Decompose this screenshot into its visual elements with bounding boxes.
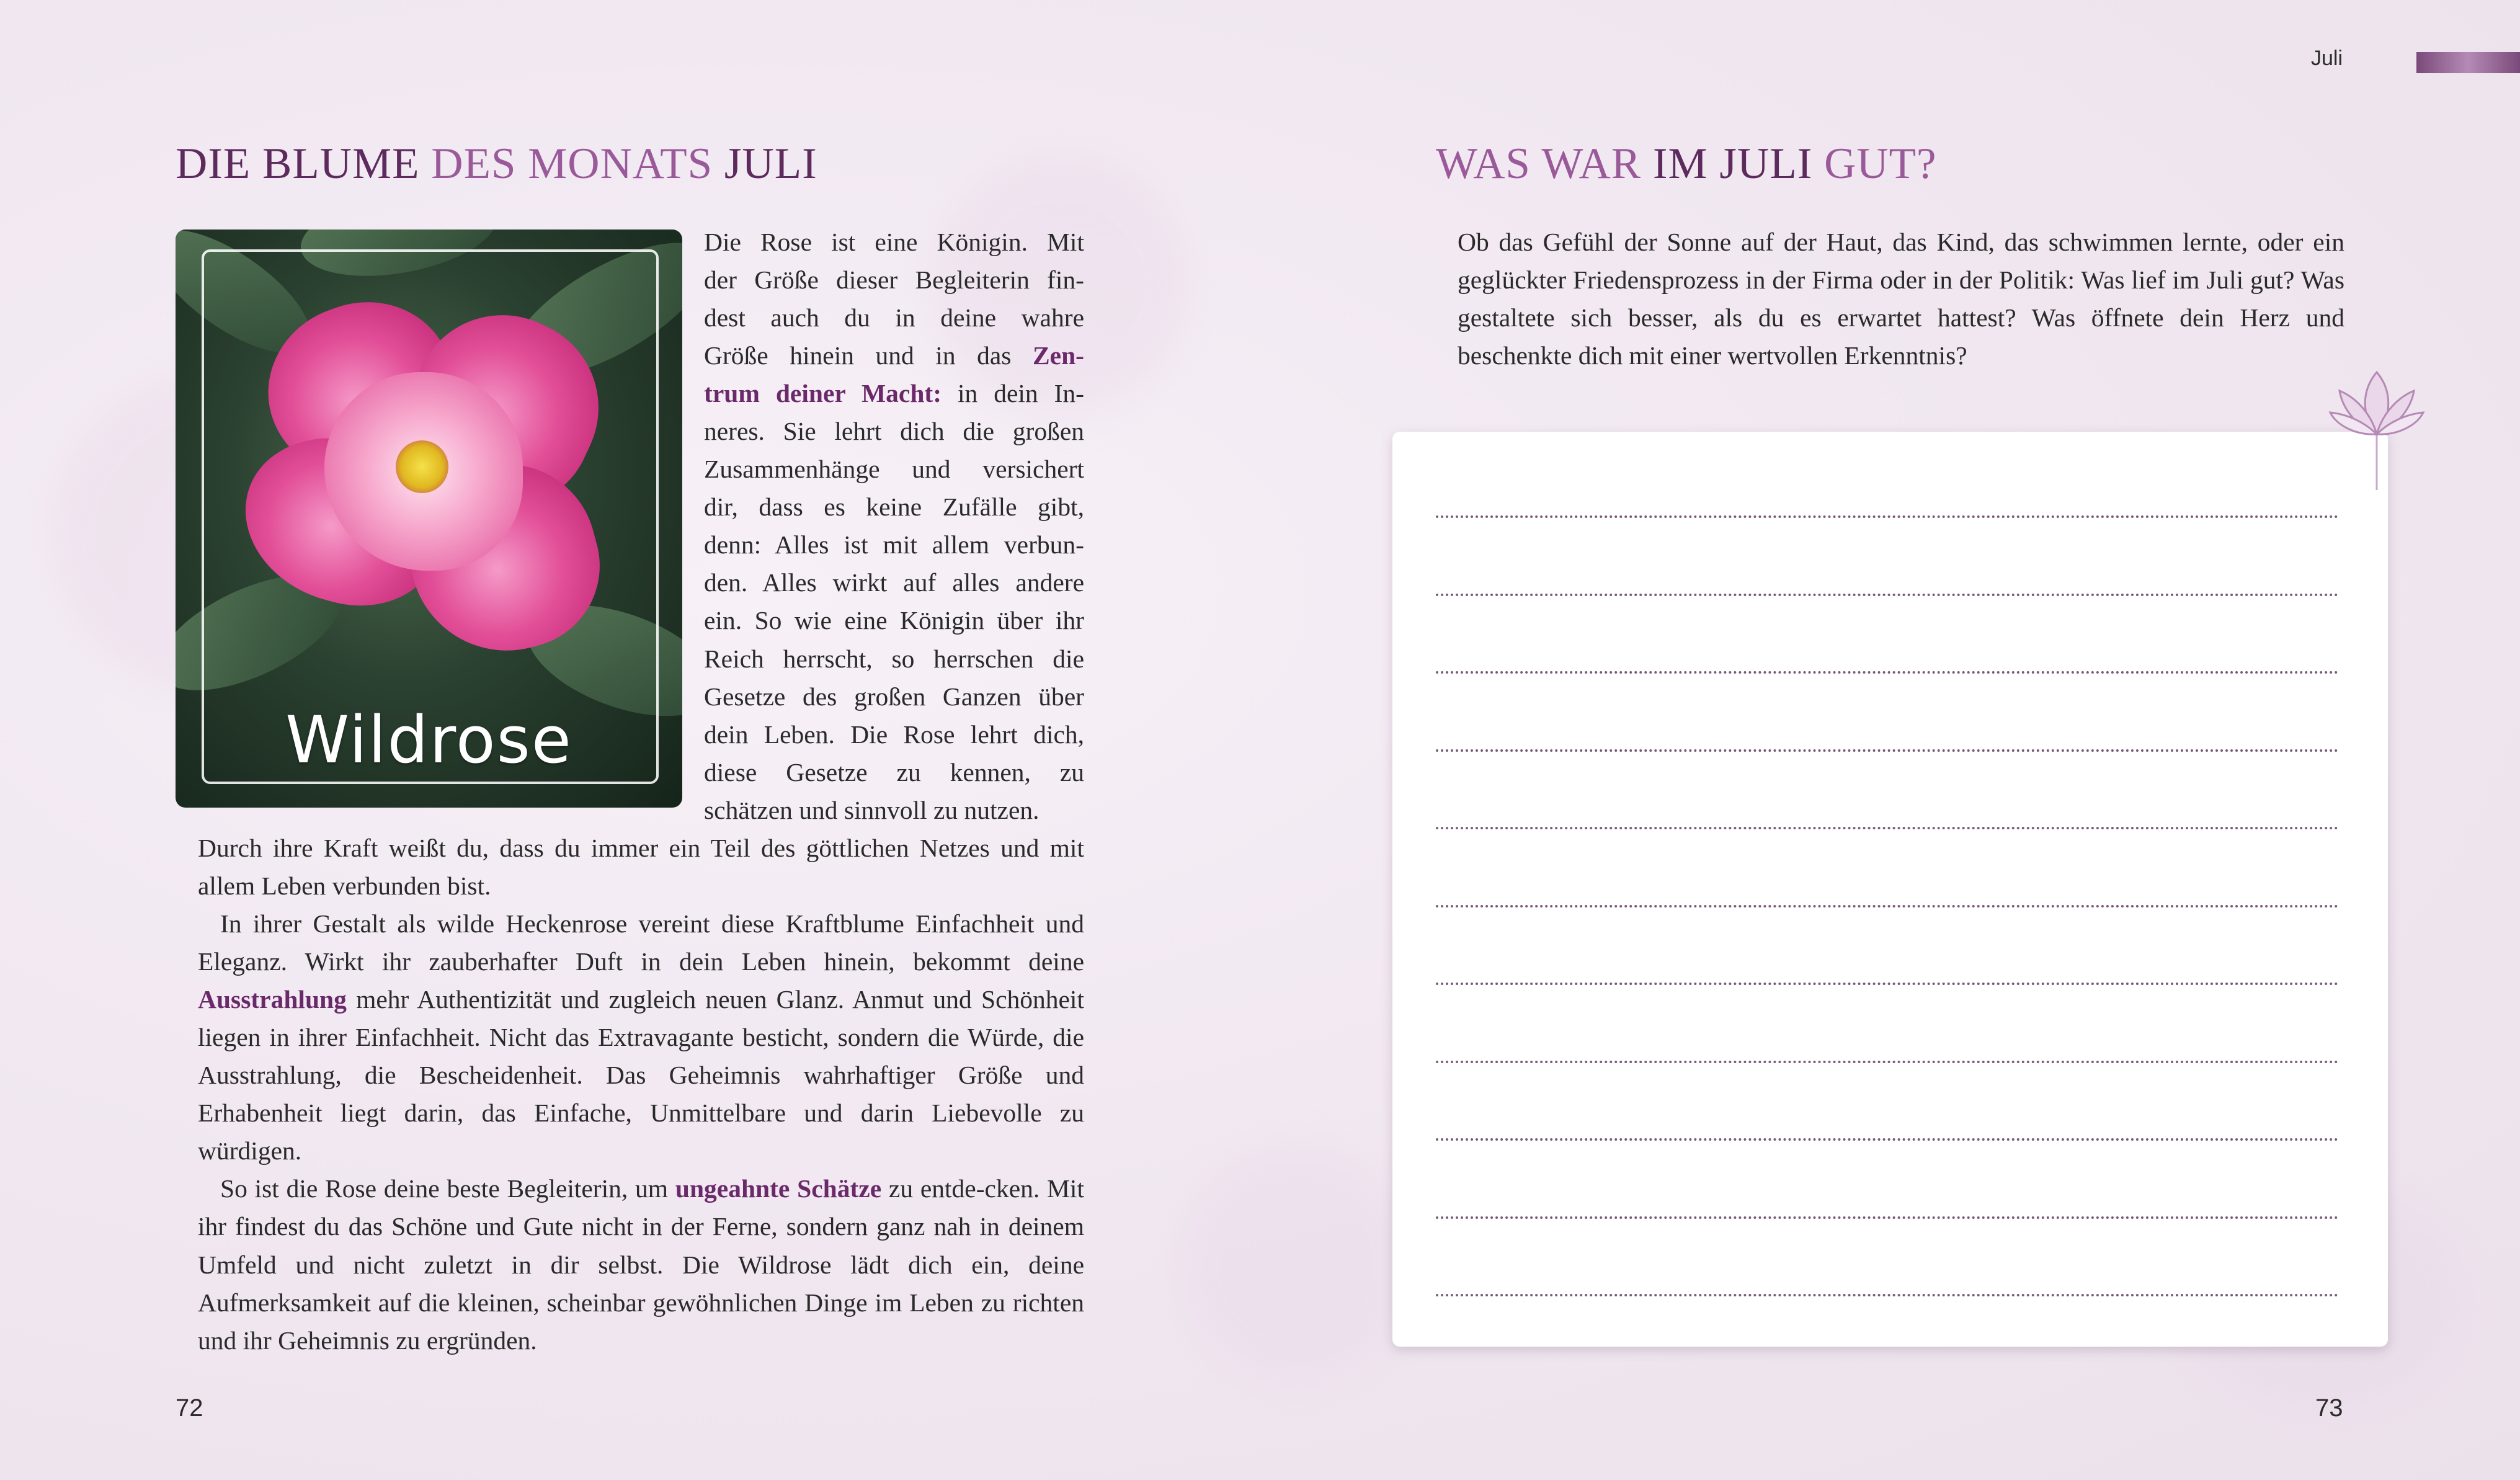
journal-line[interactable]	[1436, 905, 2338, 907]
text-line: schätzen und sinnvoll zu nutzen.	[704, 795, 1040, 824]
journal-line[interactable]	[1436, 1216, 2338, 1219]
journal-line[interactable]	[1436, 827, 2338, 829]
running-head: Juli	[2311, 47, 2343, 70]
body-paragraph: In ihrer Gestalt als wilde Heckenrose vereint diese Kraftblume Einfachheit und Eleganz. Wirkt ihr zauberhafter Duft in dein Leben hinein, bekommt deine Ausstrahlung mehr Authentizität und zugleich neuen Glanz. Anmut und Schönheit liegen in ihrer Einfachheit. Nicht das Extravagante besticht, sondern die Würde, die Ausstrahlung, die Bescheidenheit. Das Geheimnis wahrhaftiger Größe und Erhabenheit liegt darin, das Einfache, Unmittelbare und darin Liebevolle zu würdigen.	[198, 909, 1084, 1166]
title-part: JULI	[724, 140, 817, 188]
text-line: der Größe dieser Begleiterin fin-	[704, 265, 1084, 295]
title-part: DIE BLUME	[176, 140, 420, 188]
header-decoration-bar	[2416, 52, 2520, 73]
journal-line[interactable]	[1436, 749, 2338, 752]
title-part: IM JULI	[1652, 140, 1813, 188]
text-line: trum deiner Macht: in dein In-	[704, 379, 1084, 408]
page-number-left: 72	[176, 1394, 203, 1422]
body-text-wrap-column	[704, 223, 1084, 829]
text-line: ein. So wie eine Königin über ihr	[704, 606, 1084, 635]
text-line: dir, dass es keine Zufälle gibt,	[704, 493, 1084, 522]
photo-caption: Wildrose	[285, 702, 572, 778]
title-part: WAS WAR	[1436, 140, 1642, 188]
body-paragraph: Durch ihre Kraft weißt du, dass du immer ein Teil des göttlichen Netzes und mit allem Leben verbunden bist.	[198, 834, 1084, 901]
wildrose-photo	[176, 230, 682, 808]
text-line: diese Gesetze zu kennen, zu	[704, 757, 1084, 787]
journal-line[interactable]	[1436, 594, 2338, 596]
text-line: neres. Sie lehrt dich die großen	[704, 417, 1084, 446]
title-part: GUT?	[1824, 140, 1937, 188]
journal-writing-area[interactable]	[1392, 432, 2388, 1347]
journal-line[interactable]	[1436, 983, 2338, 985]
journal-line[interactable]	[1436, 671, 2338, 674]
text-line: Reich herrscht, so herrschen die	[704, 644, 1084, 673]
lotus-icon	[2327, 366, 2426, 490]
journal-line[interactable]	[1436, 1294, 2338, 1296]
text-line: dest auch du in deine wahre	[704, 303, 1084, 332]
journal-line[interactable]	[1436, 1138, 2338, 1141]
page-number-right: 73	[2315, 1394, 2343, 1422]
text-line: Größe hinein und in das Zen-	[704, 341, 1084, 370]
page-title-left	[176, 139, 817, 189]
text-line: dein Leben. Die Rose lehrt dich,	[704, 720, 1084, 749]
text-line: den. Alles wirkt auf alles andere	[704, 568, 1084, 597]
text-line: denn: Alles ist mit allem verbun-	[704, 530, 1084, 559]
text-line: Gesetze des großen Ganzen über	[704, 682, 1084, 711]
body-paragraph: So ist die Rose deine beste Begleiterin, um ungeahnte Schätze zu entde-cken. Mit ihr findest du das Schöne und Gute nicht in der Ferne, sondern ganz nah in deinem Umfeld und nicht zuletzt in dir selbst. Die Wildrose lädt dich ein, deine Aufmerksamkeit auf die kleinen, scheinbar gewöhnlichen Dinge im Leben zu richten und ihr Geheimnis zu ergründen.	[198, 1174, 1084, 1355]
intro-text: Ob das Gefühl der Sonne auf der Haut, das Kind, das schwimmen lernte, oder ein geglückter Friedensprozess in der Firma oder in der Politik: Was lief im Juli gut? Was gestaltete sich besser, als du es erwartet hattest? Was öffnete dein Herz und beschenkte dich mit einer wertvollen Erkenntnis?	[1458, 228, 2344, 370]
background-flower-decoration	[1178, 1148, 1414, 1383]
text-line: Zusammenhänge und versichert	[704, 455, 1084, 484]
page-title-right	[1436, 139, 1937, 189]
title-part: DES MONATS	[431, 140, 713, 188]
body-text-main	[198, 829, 1084, 1360]
journal-line[interactable]	[1436, 1061, 2338, 1063]
text-line: Die Rose ist eine Königin. Mit	[704, 228, 1084, 256]
journal-line[interactable]	[1436, 515, 2338, 518]
